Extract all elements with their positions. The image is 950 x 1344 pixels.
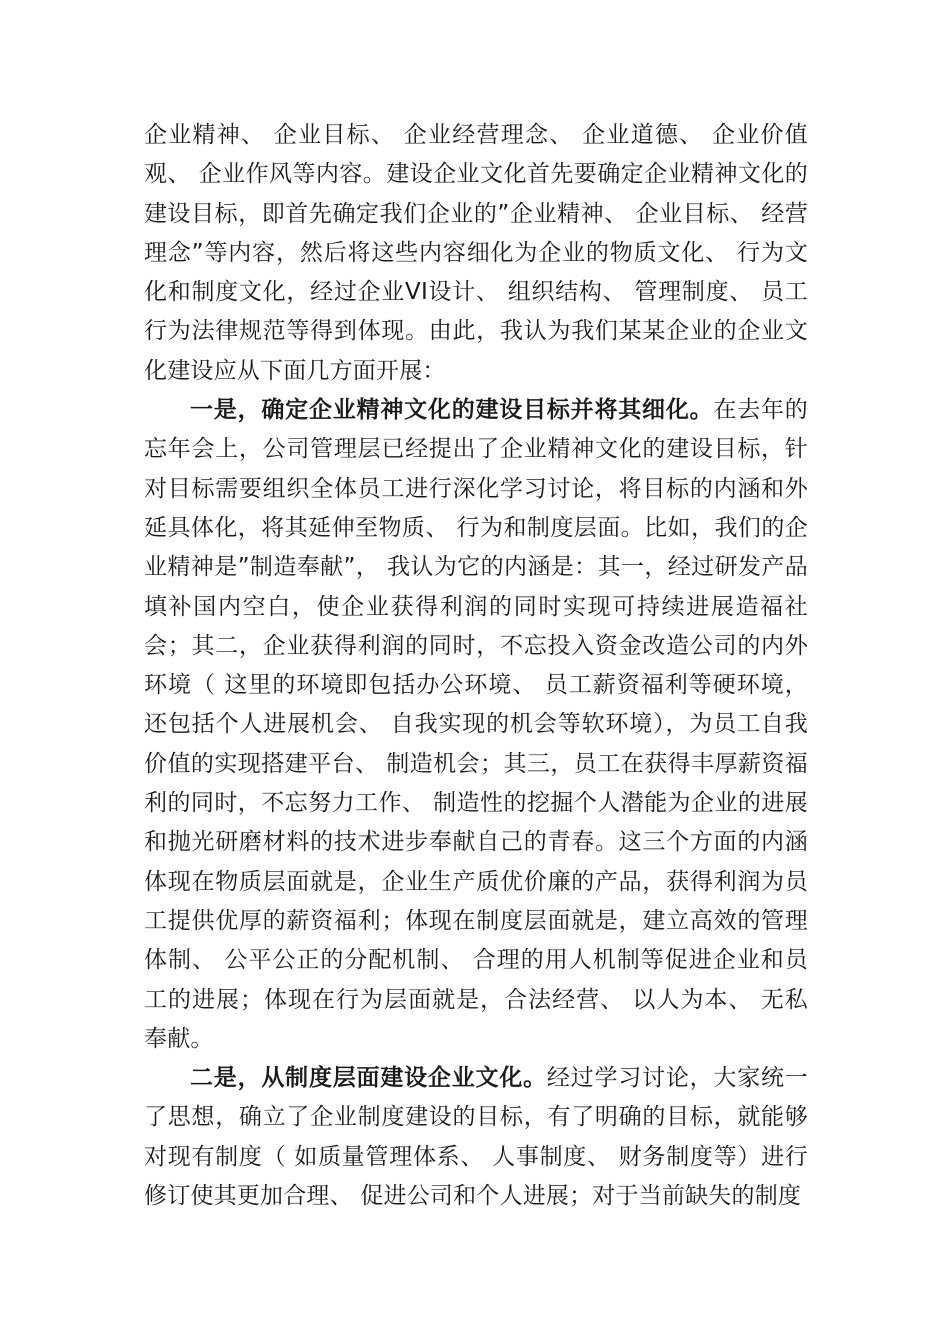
- paragraph-point-one-text: 在去年的忘年会上，公司管理层已经提出了企业精神文化的建设目标，针对目标需要组织全体员工进行深化学习讨论，将目标的内涵和外延具体化，将其延伸至物质、 行为和制度层面。比如，我们的企业精神是”制造奉献”， 我认为它的内涵是：其一，经过研发产品填补国内空白，使企业获得利润的同时实现可持续进展造福社会；其二，企业获得利润的同时，不忘投入资金改造公司的内外环境（ 这里的环境即包括办公环境、 员工薪资福利等硬环境，还包括个人进展机会、 自我实现的机会等软环境），为员工自我价值的实现搭建平台、 制造机会；其三，员工在获得丰厚薪资福利的同时，不忘努力工作、 制造性的挖掘个人潜能为企业的进展和抛光研磨材料的技术进步奉献自己的青春。这三个方面的内涵体现在物质层面就是，企业生产质优价廉的产品，获得利润为员工提供优厚的薪资福利；体现在制度层面就是，建立高效的管理体制、 公平公正的分配机制、 合理的用人机制等促进企业和员工的进展；体现在行为层面就是，合法经营、 以人为本、 无私奉献。: [144, 397, 808, 1052]
- document-body: [144, 116, 808, 1216]
- paragraph-point-one: [144, 391, 808, 1059]
- paragraph-point-two-text: 经过学习讨论，大家统一了思想，确立了企业制度建设的目标，有了明确的目标，就能够对现有制度（ 如质量管理体系、 人事制度、 财务制度等）进行修订使其更加合理、 促进公司和个人进展；对于当前缺失的制度: [144, 1065, 809, 1210]
- paragraph-point-two-heading: 二是，从制度层面建设企业文化。: [190, 1065, 547, 1092]
- paragraph-intro: [144, 116, 808, 391]
- paragraph-intro-text: 企业精神、 企业目标、 企业经营理念、 企业道德、 企业价值观、 企业作风等内容。建设企业文化首先要确定企业精神文化的建设目标，即首先确定我们企业的”企业精神、 企业目标、 经营理念”等内容，然后将这些内容细化为企业的物质文化、 行为文化和制度文化，经过企业VI设计、 组织结构、 管理制度、 员工行为法律规范等得到体现。由此，我认为我们某某企业的企业文化建设应从下面几方面开展：: [144, 122, 808, 384]
- paragraph-point-two: [144, 1059, 808, 1216]
- paragraph-point-one-heading: 一是，确定企业精神文化的建设目标并将其细化。: [190, 397, 714, 424]
